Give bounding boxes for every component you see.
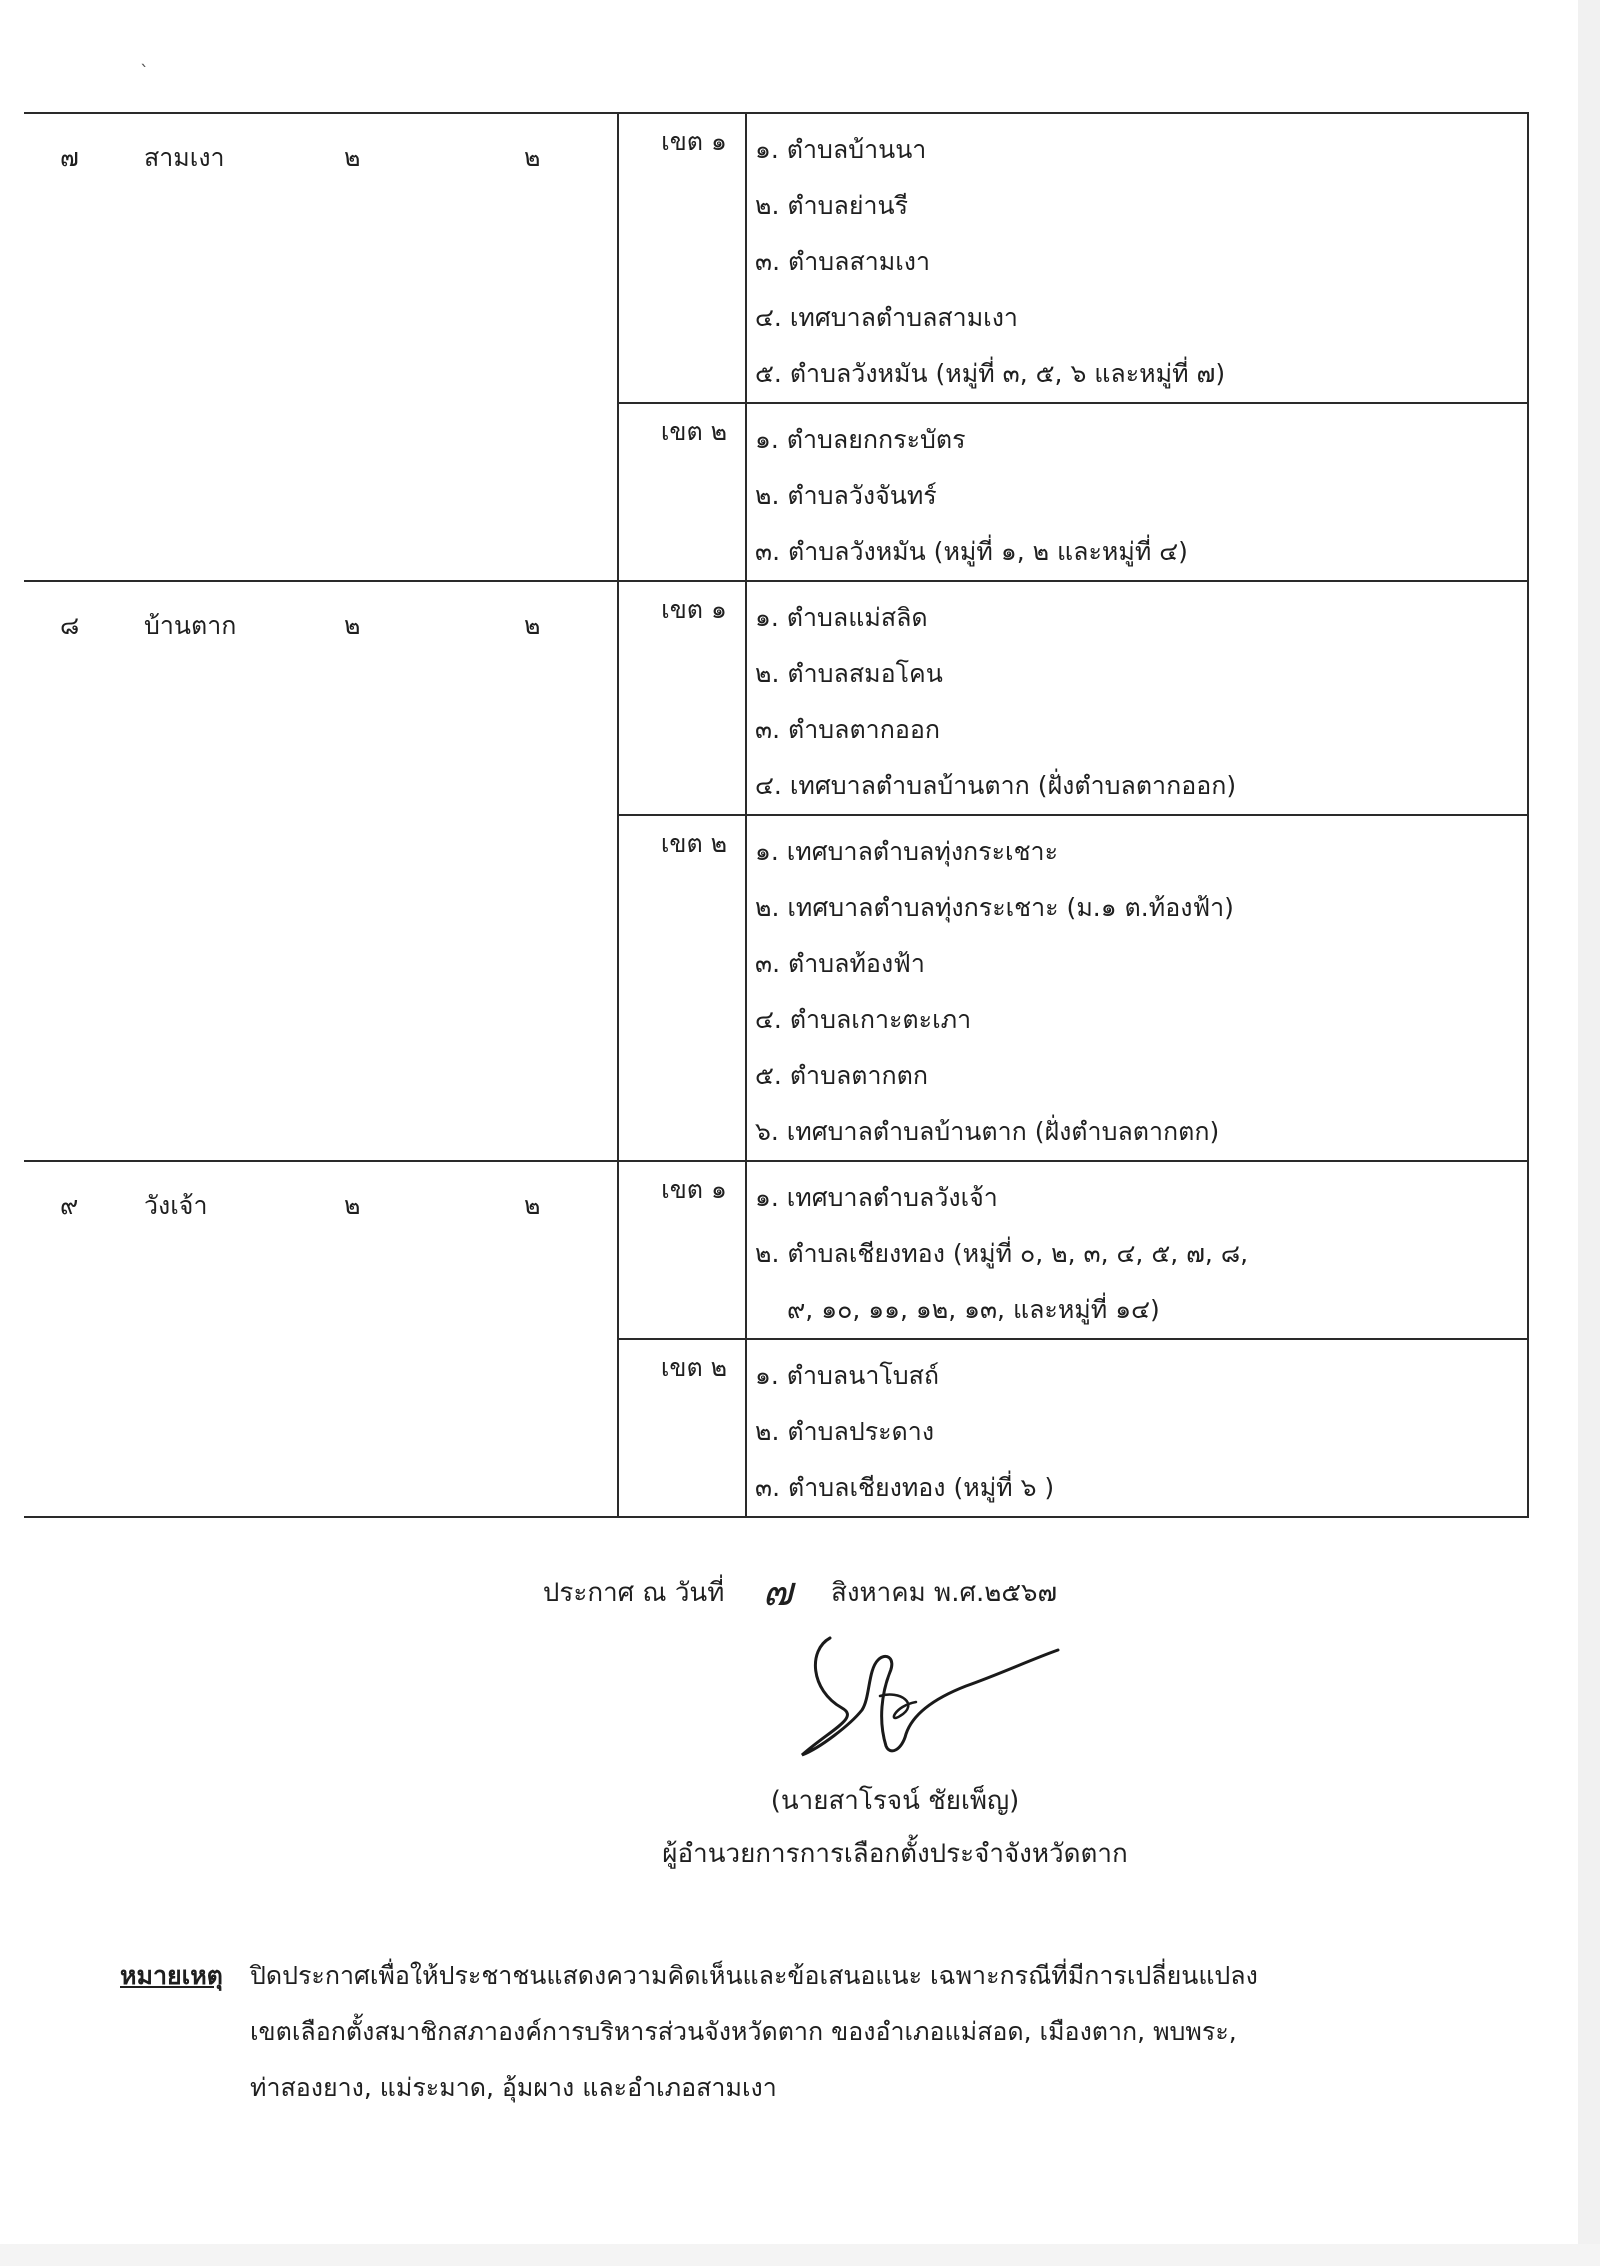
scan-edge xyxy=(1578,0,1600,2266)
group-info-cell xyxy=(24,113,618,581)
group-seq: ๘ xyxy=(60,611,80,640)
zone-label: เขต ๒ xyxy=(660,417,728,446)
area-item: ๑. ตำบลบ้านนา xyxy=(755,135,927,164)
area-item: ๒. ตำบลเชียงทอง (หมู่ที่ ๐, ๒, ๓, ๔, ๕, ๗, ๘, xyxy=(755,1239,1249,1268)
announcement-day: ๗ xyxy=(762,1569,793,1615)
zone-areas-cell xyxy=(746,1339,1528,1517)
zone-areas-cell xyxy=(746,113,1528,403)
area-item: ๖. เทศบาลตำบลบ้านตาก (ฝั่งตำบลตากตก) xyxy=(755,1117,1220,1146)
area-item: ๕. ตำบลตากตก xyxy=(755,1061,929,1090)
signer-name: (นายสาโรจน์ ชัยเพ็ญ) xyxy=(770,1786,1020,1816)
scan-speck: ` xyxy=(140,62,149,83)
area-list xyxy=(747,816,1527,1160)
area-item: ๔. เทศบาลตำบลบ้านตาก (ฝั่งตำบลตากออก) xyxy=(755,771,1237,800)
zone-label-cell xyxy=(618,113,746,403)
area-item: ๒. ตำบลวังจันทร์ xyxy=(755,481,937,510)
zone-label: เขต ๒ xyxy=(660,829,728,858)
group-name: สามเงา xyxy=(144,143,225,172)
group-info-cell xyxy=(24,581,618,1161)
signer-title: ผู้อำนวยการการเลือกตั้งประจำจังหวัดตาก xyxy=(662,1839,1128,1869)
group-row xyxy=(24,1161,1528,1339)
area-item-continuation: ๙, ๑๐, ๑๑, ๑๒, ๑๓, และหมู่ที่ ๑๔) xyxy=(787,1295,1160,1324)
zone-areas-cell xyxy=(746,581,1528,815)
zone-label-cell xyxy=(618,581,746,815)
group-row xyxy=(24,581,1528,815)
area-list xyxy=(747,114,1527,402)
zone-label-cell xyxy=(618,815,746,1161)
signature-image xyxy=(790,1630,1070,1770)
area-item: ๑. ตำบลยกกระบัตร xyxy=(755,425,966,454)
area-item: ๒. ตำบลย่านรี xyxy=(755,191,909,220)
zone-label: เขต ๑ xyxy=(661,1175,727,1204)
zone-label: เขต ๑ xyxy=(661,127,727,156)
group-name: บ้านตาก xyxy=(144,611,237,640)
area-item: ๓. ตำบลเชียงทอง (หมู่ที่ ๖ ) xyxy=(755,1473,1055,1502)
zone-areas-cell xyxy=(746,403,1528,581)
group-seq: ๗ xyxy=(60,143,79,172)
group-count-2: ๒ xyxy=(524,1191,541,1220)
area-item: ๓. ตำบลสามเงา xyxy=(755,247,931,276)
area-list xyxy=(747,582,1527,814)
note-label: หมายเหตุ xyxy=(120,1961,223,1990)
zone-areas-cell xyxy=(746,815,1528,1161)
announcement-line xyxy=(0,1555,1600,1619)
area-list xyxy=(747,1162,1527,1338)
group-count-1: ๒ xyxy=(344,611,361,640)
zone-label-cell xyxy=(618,1339,746,1517)
note-text xyxy=(250,1948,1450,2116)
zone-label: เขต ๑ xyxy=(661,595,727,624)
area-item: ๒. เทศบาลตำบลทุ่งกระเชาะ (ม.๑ ต.ท้องฟ้า) xyxy=(755,893,1234,922)
area-item: ๓. ตำบลตากออก xyxy=(755,715,941,744)
group-count-2: ๒ xyxy=(524,143,541,172)
zone-label: เขต ๒ xyxy=(660,1353,728,1382)
area-item: ๑. เทศบาลตำบลทุ่งกระเชาะ xyxy=(755,837,1059,866)
area-item: ๑. ตำบลแม่สลิด xyxy=(755,603,928,632)
area-item: ๒. ตำบลสมอโคน xyxy=(755,659,943,688)
area-item: ๒. ตำบลประดาง xyxy=(755,1417,935,1446)
area-item: ๔. ตำบลเกาะตะเภา xyxy=(755,1005,972,1034)
area-item: ๕. ตำบลวังหมัน (หมู่ที่ ๓, ๕, ๖ และหมู่ที่ ๗) xyxy=(755,359,1226,388)
area-item: ๑. ตำบลนาโบสถ์ xyxy=(755,1361,940,1390)
note-line: เขตเลือกตั้งสมาชิกสภาองค์การบริหารส่วนจังหวัดตาก ของอำเภอแม่สอด, เมืองตาก, พบพระ, xyxy=(250,2017,1237,2046)
announcement-month-year: สิงหาคม พ.ศ.๒๕๖๗ xyxy=(830,1578,1058,1608)
group-count-1: ๒ xyxy=(344,1191,361,1220)
district-table xyxy=(24,112,1529,1518)
note-line: ท่าสองยาง, แม่ระมาด, อุ้มผาง และอำเภอสามเงา xyxy=(250,2073,777,2102)
area-item: ๓. ตำบลวังหมัน (หมู่ที่ ๑, ๒ และหมู่ที่ ๔) xyxy=(755,537,1188,566)
group-name: วังเจ้า xyxy=(144,1191,208,1220)
group-row xyxy=(24,113,1528,403)
group-info-cell xyxy=(24,1161,618,1517)
zone-label-cell xyxy=(618,403,746,581)
group-seq: ๙ xyxy=(60,1191,79,1220)
zone-areas-cell xyxy=(746,1161,1528,1339)
note-line: ปิดประกาศเพื่อให้ประชาชนแสดงความคิดเห็นและข้อเสนอแนะ เฉพาะกรณีที่มีการเปลี่ยนแปลง xyxy=(250,1961,1258,1990)
scan-bottom-edge xyxy=(0,2244,1600,2266)
area-list xyxy=(747,404,1527,580)
area-list xyxy=(747,1340,1527,1516)
zone-label-cell xyxy=(618,1161,746,1339)
area-item: ๔. เทศบาลตำบลสามเงา xyxy=(755,303,1018,332)
group-count-1: ๒ xyxy=(344,143,361,172)
area-item: ๑. เทศบาลตำบลวังเจ้า xyxy=(755,1183,998,1212)
group-count-2: ๒ xyxy=(524,611,541,640)
area-item: ๓. ตำบลท้องฟ้า xyxy=(755,949,925,978)
announcement-prefix: ประกาศ ณ วันที่ xyxy=(542,1578,725,1608)
